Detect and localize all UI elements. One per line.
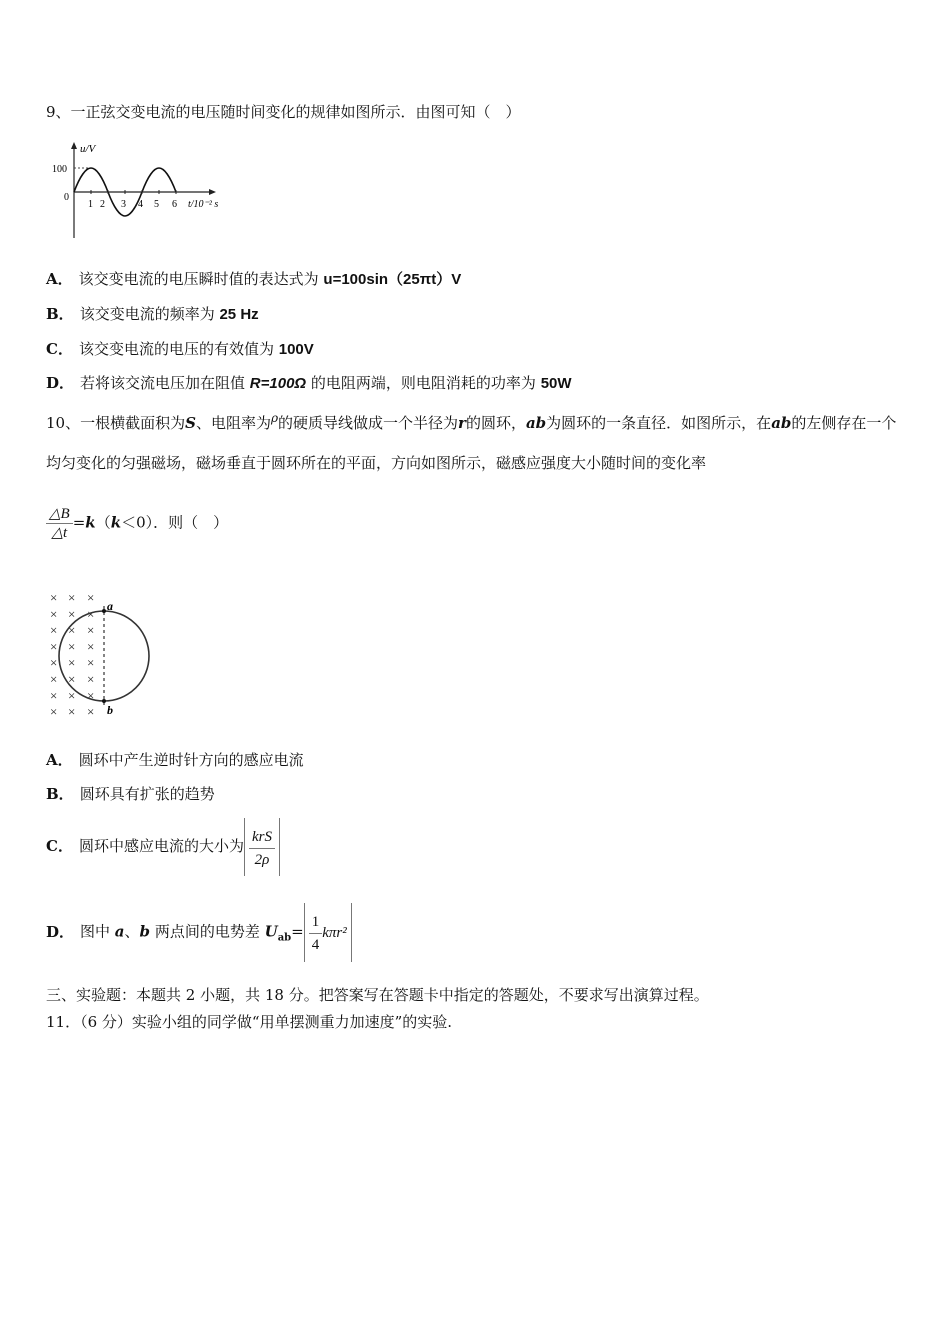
option-text: 若将该交流电压加在阻值 — [80, 374, 250, 392]
field-cross: × — [87, 655, 95, 671]
graph-x-arrow — [209, 189, 216, 195]
field-cross: × — [68, 622, 76, 638]
q11-stem: 11．（6 分）实验小组的同学做“用单摆测重力加速度”的实验. — [46, 1013, 453, 1031]
q9-option-c — [46, 339, 314, 360]
q9-option-b — [46, 304, 259, 325]
rate-fraction: $\frac{\triangle B}{\triangle t}$ — [46, 505, 73, 542]
q9-option-a — [46, 269, 461, 290]
option-label: A． — [46, 270, 73, 288]
q10-rate: $\frac{\triangle B}{\triangle t}$ =k（k＜0）．则（ ） — [46, 505, 228, 542]
graph-y-label: u/V — [80, 143, 96, 155]
field-cross: × — [87, 671, 95, 687]
option-label: C． — [46, 340, 73, 358]
point-a — [102, 609, 106, 613]
field-cross: × — [50, 638, 58, 654]
q10-option-b: B． 圆环具有扩张的趋势 — [46, 785, 215, 803]
graph-x-tick-3: 3 — [121, 199, 126, 210]
q9-voltage-graph — [44, 140, 234, 240]
graph-y-tick-100: 100 — [52, 164, 67, 175]
option-formula-2: 50W — [540, 375, 572, 392]
field-cross: × — [87, 590, 95, 605]
magnetic-field-crosses — [50, 590, 94, 719]
field-cross: × — [87, 687, 95, 703]
option-text: 该交变电流的频率为 — [79, 305, 220, 323]
q9-stem: 9、一正弦交变电流的电压随时间变化的规律如图所示．由图可知（ ） — [46, 103, 521, 121]
q9-option-d — [46, 373, 572, 394]
option-formula: 25 Hz — [219, 306, 259, 323]
field-cross: × — [50, 606, 58, 622]
graph-x-label: t/10⁻² s — [188, 199, 219, 210]
graph-x-tick-1: 1 — [88, 199, 93, 210]
option-label: D． — [46, 374, 75, 392]
graph-x-tick-2: 2 — [100, 199, 105, 210]
current-magnitude-formula: $\frac{\text{krS}}{2\rho}$ — [244, 818, 280, 876]
q10-option-a: A． 圆环中产生逆时针方向的感应电流 — [46, 751, 304, 769]
field-cross: × — [68, 655, 76, 671]
field-cross: × — [68, 671, 76, 687]
field-cross: × — [68, 638, 76, 654]
option-text-2: 的电阻两端，则电阻消耗的功率为 — [306, 374, 541, 392]
graph-x-tick-4: 4 — [138, 199, 143, 210]
section3-heading: 三、实验题：本题共 2 小题，共 18 分。把答案写在答题卡中指定的答题处，不要求写出演算过程。 — [46, 986, 709, 1004]
field-cross: × — [87, 606, 95, 622]
field-cross: × — [68, 704, 76, 720]
graph-origin: 0 — [64, 192, 69, 203]
field-cross: × — [50, 671, 58, 687]
field-cross: × — [68, 590, 76, 605]
label-b: b — [107, 703, 113, 717]
option-formula: u=100sin（25πt）V — [323, 271, 462, 288]
option-label: B． — [46, 305, 74, 323]
field-cross: × — [87, 622, 95, 638]
q10-option-d: D． 图中 a、b 两点间的电势差 $U_{ab}=$ $\frac{1}{4}$ kπr² — [46, 903, 352, 964]
q10-stem: 10、一根横截面积为S、电阻率为$^\rho$的硬质导线做成一个半径为r的圆环，ab为圆环的一条直径．如图所示，在ab的左侧存在一个均匀变化的匀强磁场，磁场垂直于圆环所在的平面，方向如图所示，磁感应强度大小随时间的变化率 — [46, 411, 897, 472]
option-text: 该交变电流的电压瞬时值的表达式为 — [78, 270, 324, 288]
graph-y-arrow — [71, 142, 77, 149]
field-cross: × — [50, 655, 58, 671]
field-cross: × — [87, 704, 95, 720]
field-cross: × — [68, 687, 76, 703]
potential-difference-formula: $\frac{1}{4}$ kπr² — [304, 903, 352, 962]
field-cross: × — [50, 590, 58, 605]
label-a: a — [107, 599, 113, 613]
q10-ring-figure — [44, 590, 164, 725]
q10-option-c: C． 圆环中感应电流的大小为 $\frac{\text{krS}}{2\rho}$ — [46, 818, 280, 876]
option-formula: R=100Ω — [249, 375, 307, 392]
graph-x-tick-6: 6 — [172, 199, 177, 210]
option-formula: 100V — [278, 341, 314, 358]
graph-x-tick-5: 5 — [154, 199, 159, 210]
field-cross: × — [50, 687, 58, 703]
option-text: 该交变电流的电压的有效值为 — [78, 340, 279, 358]
point-b — [102, 699, 106, 703]
field-cross: × — [50, 622, 58, 638]
field-cross: × — [68, 606, 76, 622]
field-cross: × — [87, 638, 95, 654]
field-cross: × — [50, 704, 58, 720]
